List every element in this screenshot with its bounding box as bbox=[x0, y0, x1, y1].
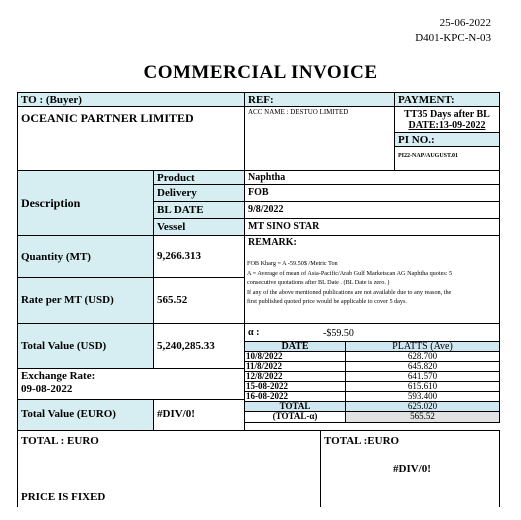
alpha-label: α : bbox=[248, 327, 260, 338]
payment-label: PAYMENT: bbox=[398, 94, 455, 106]
exchange-rate-value: 09-08-2022 bbox=[21, 383, 73, 395]
total-euro-value: #DIV/0! bbox=[157, 408, 195, 420]
platts-row-date: 11/8/2022 bbox=[244, 362, 346, 372]
product-label: Product bbox=[157, 172, 195, 184]
quantity-label-cell bbox=[17, 235, 154, 278]
description-label-cell bbox=[17, 170, 154, 236]
ref-label: REF: bbox=[248, 94, 274, 106]
ref-label-cell bbox=[244, 92, 395, 107]
vessel-label: Vessel bbox=[157, 221, 186, 233]
platts-row-price: 615.610 bbox=[346, 382, 500, 392]
buyer-label: TO : (Buyer) bbox=[21, 94, 82, 106]
pi-value: PI22-NAP/AUGUST.01 bbox=[398, 153, 459, 159]
delivery-label: Delivery bbox=[157, 187, 197, 199]
platts-price-header: PLATTS (Ave) bbox=[346, 341, 500, 352]
platts-row-date: 15-08-2022 bbox=[244, 382, 346, 392]
delivery-label-cell bbox=[153, 184, 245, 202]
total-usd-label-cell bbox=[17, 323, 154, 369]
platts-total-value: 625.020 bbox=[346, 402, 500, 412]
product-label-cell bbox=[153, 170, 245, 185]
platts-row-date: 10/8/2022 bbox=[244, 352, 346, 362]
footer-left-cell bbox=[17, 430, 321, 507]
exchange-rate-label: Exchange Rate: bbox=[21, 370, 96, 382]
bl-date-label: BL DATE bbox=[157, 204, 204, 216]
rate-value: 565.52 bbox=[157, 294, 188, 306]
rate-label-cell bbox=[17, 277, 154, 324]
pi-label-cell bbox=[394, 132, 500, 147]
vessel-label-cell bbox=[153, 218, 245, 236]
buyer-name-cell bbox=[17, 106, 245, 171]
remark-line-4: If any of the above mentioned publications are not available due to any reason, the bbox=[247, 288, 452, 296]
platts-row bbox=[244, 352, 500, 362]
payment-terms-line2: DATE:13-09-2022 bbox=[408, 120, 486, 131]
alpha-value: -$59.50 bbox=[323, 328, 354, 339]
platts-row-price: 628.700 bbox=[346, 352, 500, 362]
platts-total-alpha-label: (TOTAL-α) bbox=[244, 412, 346, 423]
quantity-label: Quantity (MT) bbox=[21, 251, 91, 263]
vessel-value-cell bbox=[244, 218, 500, 236]
product-value: Naphtha bbox=[248, 172, 286, 183]
platts-row-price: 645.820 bbox=[346, 362, 500, 372]
quantity-value: 9,266.313 bbox=[157, 250, 201, 262]
acc-name: ACC NAME : DESTUO LIMITED bbox=[248, 108, 349, 116]
buyer-label-cell bbox=[17, 92, 245, 107]
remark-line-2: A = Average of mean of Asia-Pacific/Arab Gulf Marketscan AG Naphtha quotes: 5 bbox=[247, 269, 453, 277]
footer-total-euro-right: TOTAL :EURO bbox=[324, 435, 400, 447]
remark-line-1: FOB Kharg = A -59.50$ /Metric Ton bbox=[247, 260, 338, 267]
platts-total-alpha-value: 565.52 bbox=[346, 412, 500, 423]
total-usd-label: Total Value (USD) bbox=[21, 340, 107, 352]
product-value-cell bbox=[244, 170, 500, 185]
rate-value-cell bbox=[153, 277, 245, 324]
payment-terms-line1: TT35 Days after BL bbox=[404, 109, 490, 120]
bl-date-value: 9/8/2022 bbox=[248, 204, 284, 215]
total-euro-value-cell bbox=[153, 399, 245, 431]
quantity-value-cell bbox=[153, 235, 245, 278]
bl-date-label-cell bbox=[153, 201, 245, 219]
footer-right-cell bbox=[320, 430, 500, 507]
total-usd-value-cell bbox=[153, 323, 245, 369]
price-fixed-text: PRICE IS FIXED bbox=[21, 491, 106, 503]
total-usd-value: 5,240,285.33 bbox=[157, 340, 215, 352]
payment-terms-cell bbox=[394, 106, 500, 133]
remark-label: REMARK: bbox=[248, 237, 297, 248]
remark-line-3: consecutive quotations after BL Date . (BL Date is zero. ) bbox=[247, 279, 390, 286]
footer-total-euro-right-value: #DIV/0! bbox=[393, 463, 431, 475]
platts-row-price: 641.570 bbox=[346, 372, 500, 382]
pi-value-cell bbox=[394, 146, 500, 171]
platts-total-label: TOTAL bbox=[244, 402, 346, 412]
delivery-value: FOB bbox=[248, 187, 269, 198]
platts-row-price: 593.400 bbox=[346, 392, 500, 402]
remark-line-5: first published quoted price would be applicable to cover 5 days. bbox=[247, 298, 407, 305]
bl-date-value-cell bbox=[244, 201, 500, 219]
total-euro-label-cell bbox=[17, 399, 154, 431]
invoice-title: COMMERCIAL INVOICE bbox=[143, 62, 378, 83]
delivery-value-cell bbox=[244, 184, 500, 202]
description-label: Description bbox=[21, 196, 81, 210]
platts-total-alpha-row bbox=[244, 412, 500, 423]
acc-name-cell bbox=[244, 106, 395, 171]
rate-label: Rate per MT (USD) bbox=[21, 294, 114, 306]
footer-total-euro-left: TOTAL : EURO bbox=[21, 435, 99, 447]
exchange-rate-cell bbox=[17, 368, 245, 400]
document-code: D401-KPC-N-03 bbox=[415, 32, 491, 44]
platts-row-date: 16-08-2022 bbox=[244, 392, 346, 402]
platts-date-header: DATE bbox=[244, 341, 346, 352]
payment-label-cell bbox=[394, 92, 500, 107]
alpha-cell bbox=[244, 323, 500, 342]
pi-label: PI NO.: bbox=[398, 134, 435, 146]
total-euro-label: Total Value (EURO) bbox=[21, 408, 116, 420]
platts-table bbox=[244, 341, 500, 423]
invoice-date: 25-06-2022 bbox=[439, 17, 491, 29]
remark-cell bbox=[244, 235, 500, 324]
buyer-name: OCEANIC PARTNER LIMITED bbox=[21, 111, 194, 125]
platts-row-date: 12/8/2022 bbox=[244, 372, 346, 382]
vessel-value: MT SINO STAR bbox=[248, 221, 320, 232]
